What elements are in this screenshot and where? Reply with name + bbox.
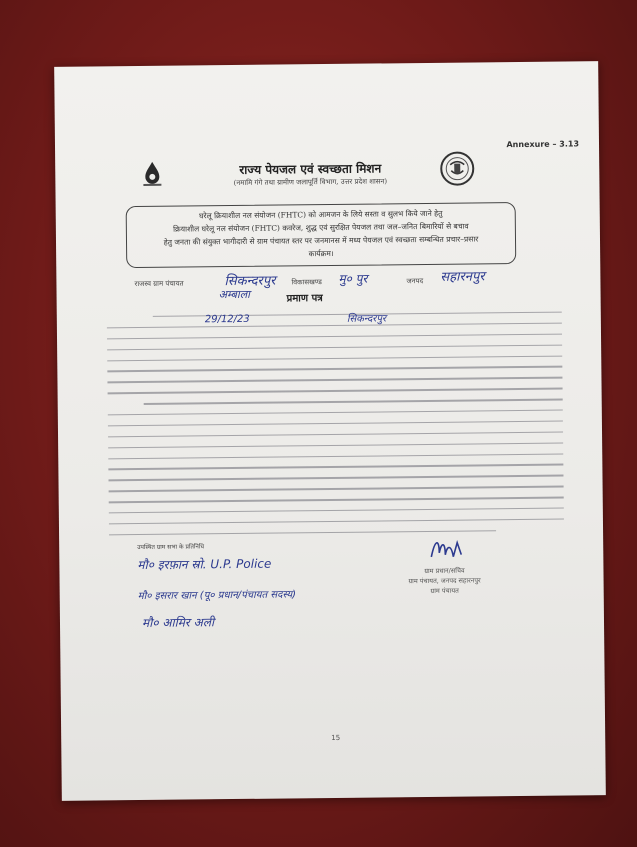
document-page	[54, 61, 606, 801]
village-value-2: अम्बाला	[218, 287, 251, 302]
signature-2: मौ० इसरार खान (पू० प्रधान/पंचायत सदस्य)	[137, 589, 297, 603]
witness-label: उपस्थित ग्राम सभा के प्रतिनिधि	[137, 543, 205, 552]
handwritten-date: 29/12/23	[204, 313, 250, 326]
page-number: 15	[331, 733, 341, 743]
block-label: विकासखण्ड	[291, 278, 322, 287]
notice-line: घरेलू क्रियाशील नल संयोजन (FHTC) को आमजन के लिये सस्ता व सुलभ किये जाने हेतु	[199, 208, 443, 221]
signature-1: मौ० इरफ़ान स्रो. U.P. Police	[137, 556, 272, 573]
page-title: राज्य पेयजल एवं स्वच्छता मिशन	[239, 161, 382, 177]
village-value: सिकन्दरपुर	[224, 273, 276, 290]
water-mission-logo-icon	[139, 160, 165, 188]
signature-3: मौ० आमिर अली	[141, 615, 215, 630]
stamp-line: ग्राम प्रधान/सचिव	[424, 566, 465, 576]
annexure-label: Annexure – 3.13	[506, 139, 580, 150]
certificate-title: प्रमाण पत्र	[286, 293, 323, 305]
notice-line: क्रियाशील घरेलू नल संयोजन (FHTC) कवरेज, शुद्ध एवं सुरक्षित पेयजल तथा जल–जनित बिमारियों से बचाव	[173, 221, 469, 234]
certificate-body	[107, 312, 564, 545]
district-value: सहारनपुर	[440, 269, 485, 285]
official-signature-icon	[427, 533, 467, 563]
block-value: मु० पुर	[338, 271, 368, 286]
handwritten-village: सिकन्दरपुर	[346, 313, 387, 325]
notice-line: कार्यक्रम।	[308, 248, 334, 259]
village-label: राजस्व ग्राम पंचायत	[134, 279, 184, 289]
stamp-line: ग्राम पंचायत	[430, 586, 459, 595]
notice-box	[126, 202, 517, 268]
notice-line: हेतु जनता की संयुक्त भागीदारी से ग्राम पंचायत स्तर पर जनमानस में मध्य पेयजल एवं स्वच्छता सम्बन्धित प्रचार–प्रसार	[163, 234, 479, 247]
district-label: जनपद	[406, 277, 424, 286]
page-subtitle: (नमामि गंगे तथा ग्रामीण जलापूर्ति विभाग, उत्तर प्रदेश शासन)	[233, 177, 388, 187]
stamp-line: ग्राम पंचायत, जनपद सहारनपुर	[408, 576, 481, 586]
